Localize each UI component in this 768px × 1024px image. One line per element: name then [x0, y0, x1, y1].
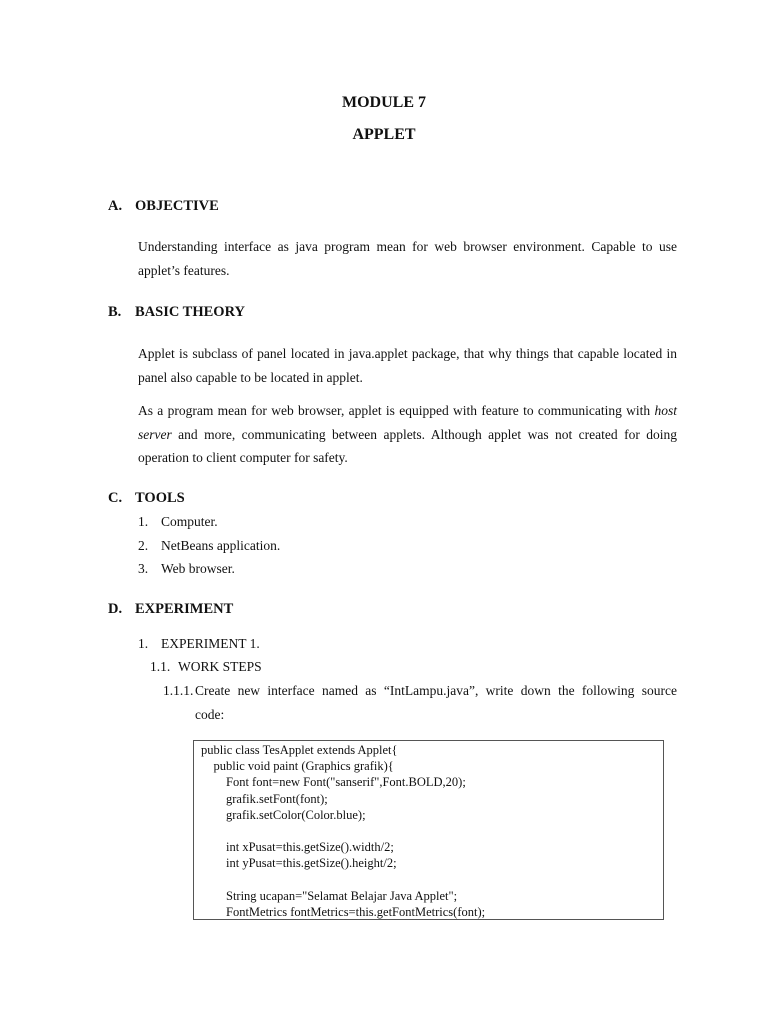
section-b-heading	[108, 304, 245, 321]
step-text-line-1: Create new interface named as “IntLampu.java”, write down the following source	[195, 683, 677, 698]
experiment-number: 1.	[138, 636, 149, 651]
section-c-letter: C.	[108, 490, 123, 506]
code-line: public class TesApplet extends Applet{	[201, 743, 398, 757]
code-line: Font font=new Font("sanserif",Font.BOLD,20);	[201, 775, 466, 790]
work-steps-item	[150, 659, 262, 675]
code-line	[201, 823, 663, 839]
experiment-label: EXPERIMENT 1.	[161, 636, 260, 651]
paragraph-2-end: and more, communicating between applets. Although applet was not created for doing operation to client computer for safety.	[138, 426, 677, 465]
code-line: int yPusat=this.getSize().height/2;	[201, 856, 397, 871]
list-item	[138, 538, 280, 554]
code-line: grafik.setColor(Color.blue);	[201, 807, 366, 822]
code-line	[201, 872, 663, 888]
paragraph-2-start: As a program mean for web browser, applet is equipped with feature to communicating with	[138, 403, 655, 418]
code-line: String ucapan="Selamat Belajar Java Applet";	[201, 888, 458, 903]
code-line: int xPusat=this.getSize().width/2;	[201, 840, 394, 855]
module-title: MODULE 7	[342, 94, 426, 111]
basic-theory-paragraph-1: Applet is subclass of panel located in java.applet package, that why things that capable located in panel also capable to be located in applet.	[138, 346, 677, 385]
section-d-letter: D.	[108, 601, 123, 617]
section-a-letter: A.	[108, 198, 123, 214]
section-d-title: EXPERIMENT	[135, 601, 234, 617]
basic-theory-paragraph-2	[138, 399, 677, 470]
experiment-item	[138, 636, 260, 652]
section-c-title: TOOLS	[135, 490, 185, 506]
section-c-heading	[108, 490, 185, 507]
code-line: FontMetrics fontMetrics=this.getFontMetrics(font);	[201, 904, 486, 919]
list-item-text: Computer.	[161, 514, 218, 529]
work-steps-number: 1.1.	[150, 659, 171, 674]
code-line: grafik.setFont(font);	[201, 791, 328, 806]
objective-paragraph: Understanding interface as java program mean for web browser environment. Capable to use applet’s features.	[138, 239, 677, 278]
list-item-number: 1.	[138, 514, 149, 529]
list-item-number: 2.	[138, 538, 149, 553]
list-item-text: NetBeans application.	[161, 538, 281, 553]
list-item	[138, 514, 218, 530]
step-text-line-2: code:	[195, 707, 225, 722]
step-number: 1.1.1.	[163, 683, 194, 698]
section-b-title: BASIC THEORY	[135, 304, 246, 320]
code-line: public void paint (Graphics grafik){	[201, 759, 394, 774]
section-a-title: OBJECTIVE	[135, 198, 219, 214]
list-item	[138, 561, 235, 577]
module-subtitle: APPLET	[352, 126, 416, 143]
work-steps-label: WORK STEPS	[178, 659, 262, 674]
list-item-text: Web browser.	[161, 561, 235, 576]
section-b-letter: B.	[108, 304, 122, 320]
section-d-heading	[108, 601, 233, 618]
host-server-term: host server	[138, 403, 677, 442]
list-item-number: 3.	[138, 561, 149, 576]
section-a-heading	[108, 198, 219, 215]
source-code-box	[193, 740, 664, 920]
